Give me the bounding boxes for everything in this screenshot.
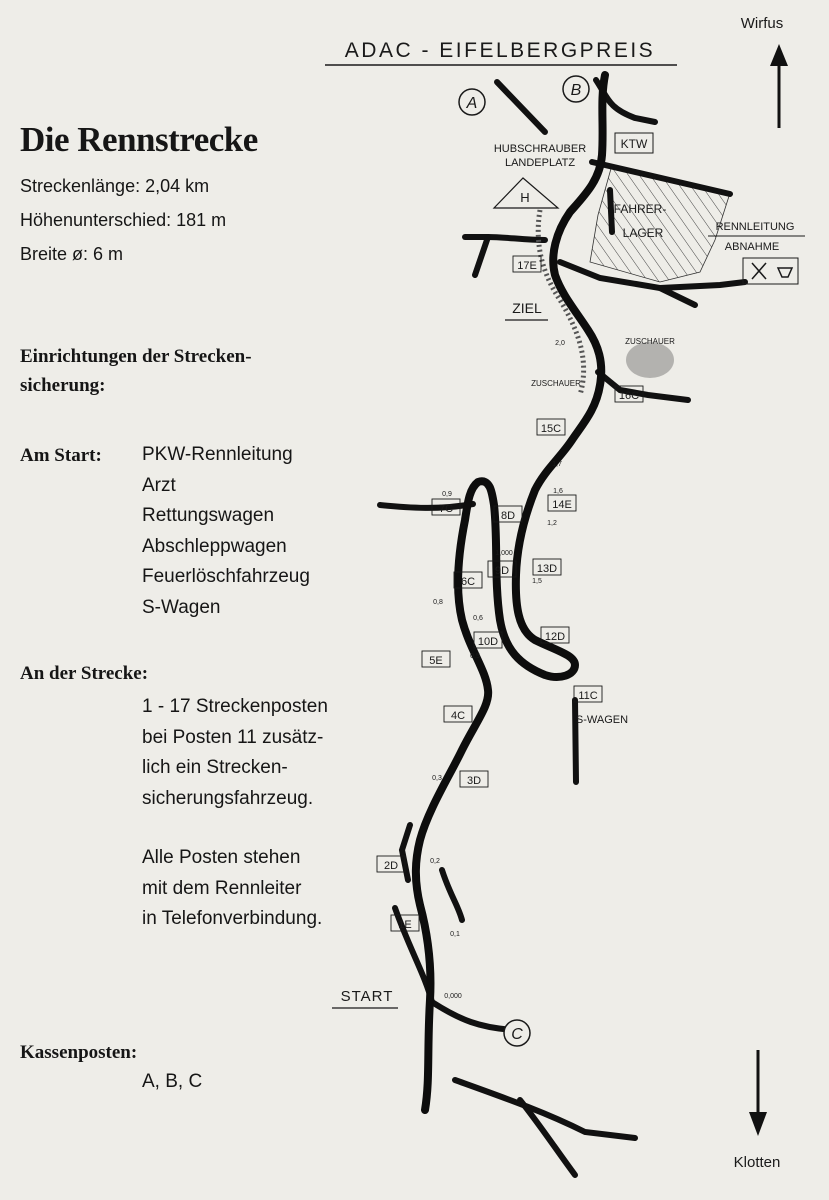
marshal-post-label: 7C <box>438 503 454 515</box>
start-item: Arzt <box>142 474 176 496</box>
track-line: 1 - 17 Streckenposten <box>142 696 328 717</box>
marshal-post <box>444 706 472 722</box>
road-klotten-south <box>520 1100 575 1175</box>
cashiers-value: A, B, C <box>142 1071 203 1092</box>
spectator-area <box>626 342 674 378</box>
paddock-label-line2: LAGER <box>622 226 664 240</box>
marshal-post-label: 10D <box>477 636 499 648</box>
road-s-wagen <box>575 700 576 782</box>
south-arrowhead <box>749 1112 767 1136</box>
start-item: S-Wagen <box>142 596 221 618</box>
track-line: bei Posten 11 zusätz- <box>142 726 324 748</box>
start-label: Am Start: <box>20 445 102 466</box>
road-west <box>488 237 545 240</box>
km-mark: 0,2 <box>430 858 440 865</box>
km-mark: 0,1 <box>450 931 460 938</box>
marshal-post-label: 16C <box>618 390 640 402</box>
road-hairpin-west <box>380 504 473 508</box>
km-mark: 0,6 <box>473 615 483 622</box>
marshal-post-label: 14E <box>552 499 572 511</box>
track-label: An der Strecke: <box>20 663 149 684</box>
start-label: START <box>340 988 394 1005</box>
start-item: Feuerlöschfahrzeug <box>142 566 310 587</box>
race-track <box>416 75 605 1110</box>
safety-heading-line1: Einrichtungen der Strecken- <box>20 346 252 367</box>
marshal-post <box>548 495 576 511</box>
marshal-post <box>474 632 502 648</box>
s-wagen-label: S-WAGEN <box>575 714 629 726</box>
km-mark: 1,7 <box>552 461 562 468</box>
marshal-post-label: 17E <box>517 260 537 272</box>
cashier-c <box>504 1020 530 1046</box>
marshal-post <box>574 686 602 702</box>
marshal-post-label: 12D <box>544 631 566 643</box>
start-item: Rettungswagen <box>142 505 275 526</box>
km-mark: 0,000 <box>444 993 462 1000</box>
track-line: sicherungsfahrzeug. <box>142 787 314 809</box>
track-length: Streckenlänge: 2,04 km <box>20 176 210 196</box>
road-paddock-west <box>610 190 612 232</box>
phone-line: Alle Posten stehen <box>142 847 301 868</box>
restaurant-box <box>743 258 798 284</box>
heli-pad-symbol: H <box>520 190 530 205</box>
finish-label: ZIEL <box>512 300 542 316</box>
marshal-post-label: 1E <box>398 919 412 931</box>
start-item: PKW-Rennleitung <box>142 444 293 465</box>
km-mark: 0,5 <box>470 653 480 660</box>
restaurant-icon <box>752 263 792 279</box>
marshal-post-label: 13D <box>536 563 558 575</box>
marshal-post <box>533 559 561 575</box>
north-label: Wirfus <box>740 15 784 32</box>
road-lower-east <box>442 870 462 920</box>
marshal-post-label: 3D <box>466 775 482 787</box>
ktw-label: KTW <box>620 137 648 151</box>
phone-line: mit dem Rennleiter <box>142 877 302 899</box>
marshal-post-label: 5E <box>429 655 443 667</box>
cashier-c-label: C <box>511 1026 523 1043</box>
south-label: Klotten <box>733 1154 781 1171</box>
km-mark: 2,0 <box>555 340 565 347</box>
km-mark: 1,5 <box>532 578 542 585</box>
road-west-c <box>475 237 488 275</box>
track-width: Breite ø: 6 m <box>20 244 124 264</box>
marshal-post-label: 11C <box>578 690 598 702</box>
marshal-post <box>391 915 419 931</box>
road-cashier-a <box>497 82 545 132</box>
km-mark: 1,000 <box>495 550 513 557</box>
heli-label-line1: HUBSCHRAUBER <box>493 143 587 155</box>
marshal-post <box>537 419 565 435</box>
road-east <box>660 282 745 288</box>
paddock-label-line1: FAHRER- <box>613 202 667 216</box>
marshal-post <box>513 256 541 272</box>
cashier-a-label: A <box>466 95 478 112</box>
marshal-post-label: 9D <box>494 565 510 577</box>
km-mark: 1,2 <box>547 520 557 527</box>
north-arrowhead <box>770 44 788 66</box>
km-mark: 0,3 <box>432 775 442 782</box>
safety-heading-line2: sicherung: <box>20 375 106 396</box>
phone-line: in Telefonverbindung. <box>142 908 323 929</box>
map-title: ADAC - EIFELBERGPREIS <box>344 39 656 62</box>
track-line: lich ein Strecken- <box>142 757 288 778</box>
elevation-difference: Höhenunterschied: 181 m <box>20 210 227 230</box>
cashiers-label: Kassenposten: <box>20 1042 138 1063</box>
marshal-post-label: 8D <box>500 510 516 522</box>
marshal-post <box>541 627 569 643</box>
marshal-post <box>422 651 450 667</box>
marshal-post-label: 15C <box>540 423 562 435</box>
km-mark: 1,6 <box>553 488 563 495</box>
km-mark: 0,8 <box>433 599 443 606</box>
km-mark: 0,9 <box>442 491 452 498</box>
heli-label-line2: LANDEPLATZ <box>504 157 576 169</box>
cashier-b <box>563 76 589 102</box>
marshal-post <box>460 771 488 787</box>
marshal-post-label: 6C <box>460 576 476 588</box>
marshal-post-label: 4C <box>450 710 466 722</box>
spectator-area-label: ZUSCHAUER <box>625 337 675 346</box>
control-label-line2: ABNAHME <box>724 241 780 253</box>
page-title: Die Rennstrecke <box>20 120 258 159</box>
cashier-a <box>459 89 485 115</box>
spectator-zone-label: ZUSCHAUER <box>531 379 581 388</box>
marshal-post <box>488 561 516 577</box>
control-label-line1: RENNLEITUNG <box>715 221 795 233</box>
cashier-b-label: B <box>570 82 582 99</box>
km-marks <box>430 340 565 1000</box>
marshal-post-label: 2D <box>383 860 399 872</box>
road-cashier-c <box>432 1002 515 1030</box>
start-item: Abschleppwagen <box>142 535 287 557</box>
